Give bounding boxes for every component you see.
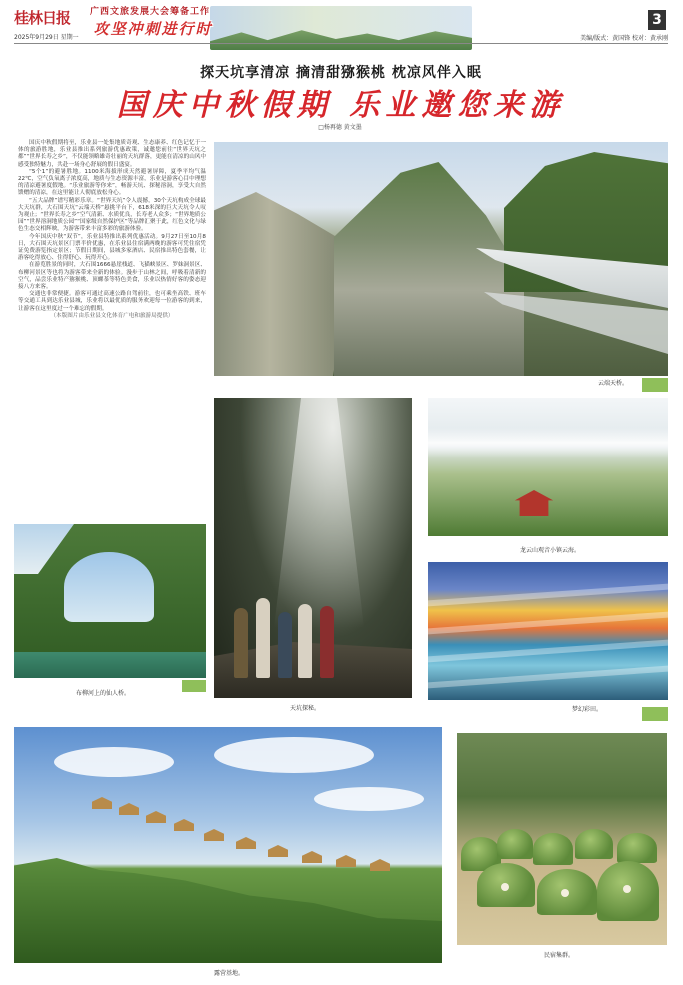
article-paragraph: “5个1”的避暑胜地。1100米海拔形成天然避暑屏障，夏季平均气温22℃，空气负氧离子浓度高，地质与生态资源丰富，乐业是游客心目中理想的清凉避暑度假地。“乐业旅游等你来”，畅游天坑、探秘溶洞，享受大自然馈赠的清凉，在这里能让人彻底放松身心。 <box>18 168 206 197</box>
caption-domes: 民宿集群。 <box>544 952 575 959</box>
article-subhead: 探天坑享清凉 摘清甜猕猴桃 枕凉风伴入眠 <box>200 65 482 81</box>
article-headline: 国庆中秋假期 乐业邀您来游 <box>116 88 566 123</box>
article-body <box>18 140 206 320</box>
banner-title: 攻坚冲刺进行时 <box>93 20 213 38</box>
photo-terraces <box>428 562 668 700</box>
editor-credits: 美编/版式：黄国锋 校对：黄承刚 <box>580 35 668 42</box>
photo-arch <box>14 524 206 678</box>
photo-glamping <box>14 727 442 963</box>
caption-skybridge: 云端天桥。 <box>598 380 629 387</box>
article-paragraph: 交通也非常便捷。游客可通过高速公路自驾前往，也可乘坐高铁、班车等交通工具到达乐业县城，乐业将以最优质的服务欢迎每一位游客的到来，让游客在这里度过一个难忘的假期。 <box>18 291 206 312</box>
caption-terraces: 梦幻彩田。 <box>572 706 603 713</box>
caption-arch: 布柳河上的仙人桥。 <box>76 690 131 697</box>
article-paragraph: 在游览胜景的同时，大石围1666悬崖栈道、飞猫峡景区、罗妹洞景区、布柳河景区等也将为游客带来全新的体验。漫步于山林之间，呼吸着清新的空气，品尝乐业特产猕猴桃、顶螺茶等特色美食，乐业以热情好客的姿态迎接八方来客。 <box>18 262 206 291</box>
article-paragraph: 国庆中秋假期将至，乐业县一处集地质奇观、生态康养、红色记忆于一体的旅游胜地，乐业县推出系列旅游优惠政策，诚邀您前往“世界天坑之都”“世界长寿之乡”，不仅能领略雄奇壮丽的天坑群落，更能在清凉的山风中感受独特魅力，共赴一场身心舒展的假日盛宴。 <box>18 140 206 168</box>
article-paragraph: 今年国庆中秋“双节”，乐业县特推出系列优惠活动。9月27日至10月8日，大石围天坑景区门票半价优惠，在乐业县住宿满两晚的游客可凭住宿凭证免费游览指定景区；节假日期间，县城多家酒店、民宿推出特色套餐，让游客吃得放心、住得舒心、玩得开心。 <box>18 233 206 262</box>
photo-skybridge <box>214 142 668 376</box>
article-paragraph: “五大品牌”谱写精彩乐章。“世界天坑”令人震撼，30个天坑构成全球最大天坑群，大石围天坑“云端天桥”悬挑平台下，618米深的巨大天坑令人叹为观止；“世界长寿之乡”空气清新、水质优良，长寿老人众多；“世界地质公园”“世界溶洞地质公园”“国家级自然保护区”等品牌汇聚于此，红色文化与绿色生态交相辉映，为游客带来丰富多彩的旅游体验。 <box>18 197 206 233</box>
dateline: 2025年9月29日 星期一 <box>14 34 79 41</box>
photo-credit-note: （本版图片由乐业县文化体育广电和旅游局提供） <box>50 312 174 319</box>
photo-cave <box>214 398 412 698</box>
accent-bar <box>642 378 668 392</box>
caption-temple: 龙云山观音小镇云海。 <box>520 547 581 554</box>
accent-bar <box>182 680 206 692</box>
photo-temple <box>428 398 668 536</box>
banner-kicker: 广西文旅发展大会筹备工作 <box>89 7 210 17</box>
photo-domes <box>457 733 667 945</box>
accent-bar <box>642 707 668 721</box>
caption-cave: 天坑探秘。 <box>290 705 321 712</box>
article-byline: □杨再德 黄文墨 <box>318 124 362 131</box>
masthead: 桂林日报 <box>14 9 71 27</box>
page-number: 3 <box>648 10 666 30</box>
caption-glamping: 露营基地。 <box>214 970 245 977</box>
header-rule <box>14 43 668 44</box>
